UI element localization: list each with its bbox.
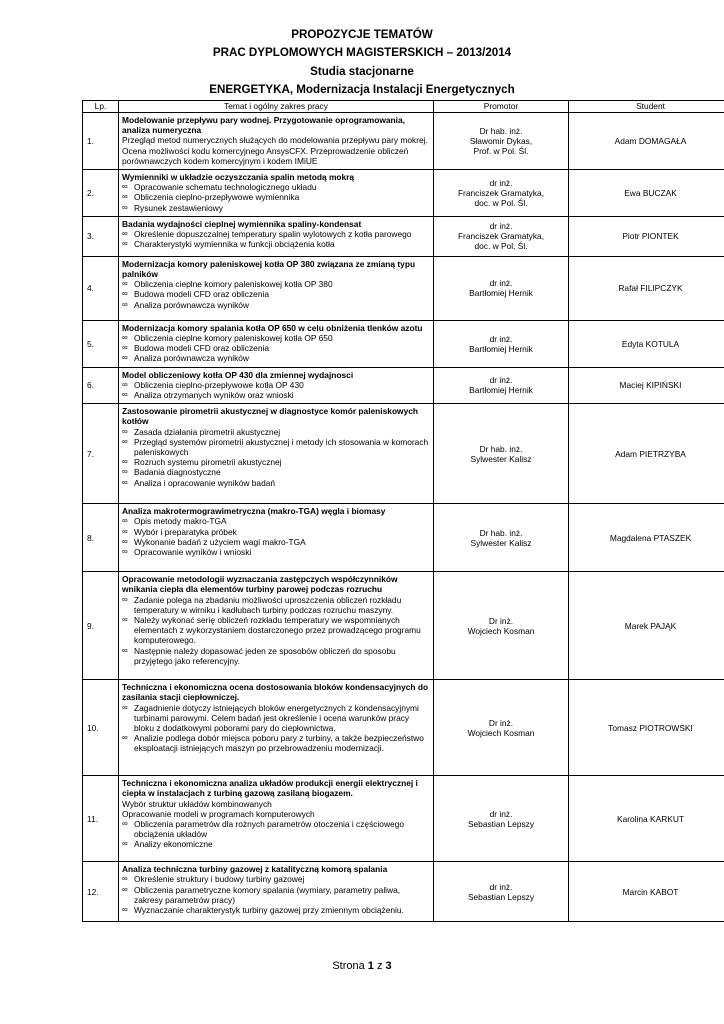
footer-prefix: Strona bbox=[332, 960, 365, 972]
promotor-line: Prof. w Pol. Śl. bbox=[473, 146, 529, 157]
scope-item: ∞ Zagadnienie dotyczy istniejących bloków energetycznych z kondensacyjnymi turbinami parowymi. Celem badań jest określenie i ocena warunków pracy bloku z dodatkowymi poborami pary do ciepłownictwa. bbox=[122, 703, 430, 734]
row-number: 4. bbox=[83, 256, 119, 320]
scope-item: ∞ Obliczenia cieplno-przepływowe wymiennika bbox=[122, 192, 430, 202]
topic-scope-list bbox=[122, 595, 430, 666]
scope-item: ∞ Wybór i preparatyka próbek bbox=[122, 527, 430, 537]
promotor-cell bbox=[434, 113, 569, 170]
table-row bbox=[83, 256, 724, 320]
promotor-line: Dr hab. inż. bbox=[479, 443, 523, 454]
promotor-line: dr inż. bbox=[489, 278, 513, 289]
scope-item: ∞ Analiza i opracowanie wyników badań bbox=[122, 478, 430, 488]
topic-title: Techniczna i ekonomiczna ocena dostosowania bloków kondensacyjnych do zasilania stacji ciepłowniczej. bbox=[122, 682, 429, 703]
promotor-line: Sebastian Lepszy bbox=[467, 891, 535, 902]
scope-item: ∞ Obliczenia parametrów dla rożnych parametrów otoczenia i częściowego obciążenia układów bbox=[122, 819, 430, 839]
table-header-row bbox=[83, 101, 724, 113]
scope-item: ∞ Obliczenia cieplne komory paleniskowej kotła OP 650 bbox=[122, 333, 430, 343]
topic-scope-list bbox=[122, 427, 430, 488]
topic-scope-list bbox=[122, 874, 430, 915]
row-number: 9. bbox=[83, 572, 119, 680]
scope-item: ∞ Charakterystyki wymiennika w funkcji obciążenia kotła bbox=[122, 239, 430, 249]
scope-item: ∞ Badania diagnostyczne bbox=[122, 467, 430, 477]
row-number: 5. bbox=[83, 320, 119, 367]
scope-item: ∞ Rozruch systemu pirometrii akustycznej bbox=[122, 457, 430, 467]
scope-item: ∞ Obliczenia cieplno-przepływowe kotła OP 430 bbox=[122, 380, 430, 390]
topic-cell bbox=[119, 862, 434, 922]
topic-scope-list bbox=[122, 380, 430, 400]
topic-title: Model obliczeniowy kotła OP 430 dla zmiennej wydajnosci bbox=[122, 369, 354, 380]
topic-scope-list bbox=[122, 819, 430, 850]
topic-cell bbox=[119, 320, 434, 367]
student-name: Ewa BUCZAK bbox=[569, 170, 724, 217]
topic-cell bbox=[119, 216, 434, 256]
promotor-line: Dr hab. inż. bbox=[479, 125, 523, 136]
header-line-1: PROPOZYCJE TEMATÓW bbox=[291, 28, 433, 41]
scope-item: ∞ Następnie należy dopasować jeden ze sposobów obliczeń do sposobu przyjętego jako referencyjny. bbox=[122, 646, 430, 666]
scope-item: ∞ Określenie struktury i budowy turbiny gazowej bbox=[122, 874, 430, 884]
promotor-line: Bartłomiej Hernik bbox=[469, 288, 533, 299]
scope-item: ∞ Rysunek zestawieniowy bbox=[122, 203, 430, 213]
scope-item: ∞ Analizie podlega dobór miejsca poboru pary z turbiny, a także bezpieczeństwo eksploatacji istniejących maszyn po przebrowadzeniu modernizacji. bbox=[122, 733, 430, 753]
student-name: Rafał FILIPCZYK bbox=[569, 256, 724, 320]
table-row bbox=[83, 862, 724, 922]
table-row bbox=[83, 170, 724, 217]
student-name: Marek PAJĄK bbox=[569, 572, 724, 680]
topic-description: Przegląd metod numerycznych służących do modelowania przepływu pary mokrej. Ocena możliwości kodu komercyjnego AnsysCFX. Przeprowadzenie obliczeń porównawczych kodem komercyjnym i kodem IMiUE bbox=[122, 135, 428, 166]
row-number: 8. bbox=[83, 504, 119, 572]
table-row bbox=[83, 572, 724, 680]
scope-item: ∞ Zadanie polega na zbadaniu możliwości uproszczenia obliczeń rozkładu temperatury w wirniku i kadłubach turbiny podczas rozruchu maszyny. bbox=[122, 595, 430, 615]
promotor-line: dr inż. bbox=[489, 375, 513, 386]
table-row bbox=[83, 504, 724, 572]
promotor-line: dr inż. bbox=[489, 177, 513, 188]
student-name: Adam PIETRZYBA bbox=[569, 404, 724, 504]
topic-scope-list bbox=[122, 279, 430, 310]
promotor-line: Sylwester Kalisz bbox=[470, 537, 532, 548]
scope-item: ∞ Analizy ekonomiczne bbox=[122, 839, 430, 849]
promotor-line: Wojciech Kosman bbox=[467, 625, 535, 636]
topic-scope-list bbox=[122, 333, 430, 364]
promotor-line: doc. w Pol. Śl. bbox=[474, 241, 528, 252]
promotor-line: dr inż. bbox=[489, 808, 513, 819]
scope-item: ∞ Zasada działania pirometrii akustycznej bbox=[122, 427, 430, 437]
row-number: 2. bbox=[83, 170, 119, 217]
footer-page-number: 1 bbox=[367, 960, 374, 972]
promotor-cell bbox=[434, 504, 569, 572]
promotor-line: Dr hab. inż. bbox=[479, 527, 523, 538]
row-number: 11. bbox=[83, 776, 119, 862]
footer-of: z bbox=[376, 960, 383, 972]
scope-item: ∞ Opis metody makro-TGA bbox=[122, 516, 430, 526]
scope-item: ∞ Wyznaczanie charakterystyk turbiny gazowej przy zmiennym obciążeniu. bbox=[122, 905, 430, 915]
promotor-cell bbox=[434, 680, 569, 776]
header-line-2: PRAC DYPLOMOWYCH MAGISTERSKICH – 2013/2014 bbox=[212, 46, 512, 59]
topic-cell bbox=[119, 404, 434, 504]
promotor-line: Dr inż. bbox=[488, 615, 514, 626]
topic-scope-list bbox=[122, 703, 430, 754]
scope-item: ∞ Obliczenia cieplne komory paleniskowej kotła OP 380 bbox=[122, 279, 430, 289]
page-footer bbox=[0, 960, 724, 972]
promotor-cell bbox=[434, 862, 569, 922]
promotor-cell bbox=[434, 320, 569, 367]
promotor-line: dr inż. bbox=[489, 333, 513, 344]
table-row bbox=[83, 776, 724, 862]
topic-cell bbox=[119, 170, 434, 217]
student-name: Piotr PIONTEK bbox=[569, 216, 724, 256]
student-name: Magdalena PTASZEK bbox=[569, 504, 724, 572]
topic-title: Zastosowanie pirometrii akustycznej w diagnostyce komór paleniskowych kotłów bbox=[122, 406, 419, 427]
topic-scope-list bbox=[122, 516, 430, 557]
topic-title: Modernizacja komory paleniskowej kotła OP 380 związana ze zmianą typu palników bbox=[122, 258, 416, 280]
topic-cell bbox=[119, 504, 434, 572]
topics-table bbox=[82, 100, 724, 922]
student-name: Edyta KOTULA bbox=[569, 320, 724, 367]
promotor-cell bbox=[434, 404, 569, 504]
topic-cell bbox=[119, 776, 434, 862]
table-row bbox=[83, 680, 724, 776]
row-number: 10. bbox=[83, 680, 119, 776]
scope-item: ∞ Analiza porównawcza wyników bbox=[122, 353, 430, 363]
scope-item: ∞ Opracowanie schematu technologicznego układu bbox=[122, 182, 430, 192]
promotor-line: dr inż. bbox=[489, 221, 513, 232]
promotor-cell bbox=[434, 256, 569, 320]
scope-item: ∞ Należy wykonać serię obliczeń rozkładu temperatury we wspomnianych elementach z wykorzystaniem dostarczonego przez prowadzącego programu komputerowego. bbox=[122, 615, 430, 646]
topic-scope-list bbox=[122, 182, 430, 213]
promotor-line: Sławomir Dykas, bbox=[469, 135, 533, 146]
header-line-3: Studia stacjonarne bbox=[310, 65, 414, 78]
promotor-cell bbox=[434, 776, 569, 862]
promotor-cell bbox=[434, 572, 569, 680]
topic-cell bbox=[119, 572, 434, 680]
row-number: 6. bbox=[83, 367, 119, 404]
scope-item: ∞ Określenie dopuszczalnej temperatury spalin wylotowych z kotła parowego bbox=[122, 229, 430, 239]
header-topic: Temat i ogólny zakres pracy bbox=[119, 101, 434, 113]
student-name: Maciej KIPIŃSKI bbox=[569, 367, 724, 404]
topic-cell bbox=[119, 256, 434, 320]
promotor-line: Sebastian Lepszy bbox=[467, 818, 535, 829]
topic-description-line: Wybór struktur układów kombinowanych bbox=[122, 798, 272, 809]
topic-title: Modelowanie przepływu pary wodnej. Przygotowanie oprogramowania, analiza numeryczna bbox=[122, 115, 405, 136]
promotor-line: Sylwester Kalisz bbox=[470, 453, 532, 464]
promotor-line: Dr inż. bbox=[488, 717, 514, 728]
student-name: Karolina KARKUT bbox=[569, 776, 724, 862]
table-row bbox=[83, 404, 724, 504]
table-row bbox=[83, 113, 724, 170]
topic-title: Techniczna i ekonomiczna analiza układów produkcji energii elektrycznej i ciepła w instalacjach z turbiną gazową zasilaną biogazem. bbox=[122, 778, 418, 799]
header-promotor: Promotor bbox=[434, 101, 569, 113]
promotor-line: Franciszek Gramatyka, bbox=[457, 231, 545, 242]
topic-title: Modernizacja komory spalania kotła OP 650 w celu obniżenia tlenków azotu bbox=[122, 322, 423, 333]
topic-scope-list bbox=[122, 229, 430, 249]
table-row bbox=[83, 320, 724, 367]
header-lp: Lp. bbox=[83, 101, 119, 113]
student-name: Marcin KABOT bbox=[569, 862, 724, 922]
header-line-4: ENERGETYKA, Modernizacja Instalacji Energetycznych bbox=[209, 83, 515, 96]
table-row bbox=[83, 216, 724, 256]
footer-page-total: 3 bbox=[385, 960, 392, 972]
scope-item: ∞ Przegląd systemów pirometrii akustycznej i metody ich stosowania w komorach paleniskowych bbox=[122, 437, 430, 457]
topic-cell bbox=[119, 113, 434, 170]
header-student: Student bbox=[569, 101, 724, 113]
scope-item: ∞ Analiza porównawcza wyników bbox=[122, 300, 430, 310]
scope-item: ∞ Analiza otrzymanych wyników oraz wnioski bbox=[122, 390, 430, 400]
scope-item: ∞ Budowa modeli CFD oraz obliczenia bbox=[122, 343, 430, 353]
promotor-line: Bartłomiej Hernik bbox=[469, 385, 533, 396]
topic-title: Wymienniki w układzie oczyszczania spalin metodą mokrą bbox=[122, 172, 355, 183]
student-name: Tomasz PIOTROWSKI bbox=[569, 680, 724, 776]
topic-cell bbox=[119, 367, 434, 404]
scope-item: ∞ Opracowanie wyników i wnioski bbox=[122, 547, 430, 557]
promotor-line: doc. w Pol. Śl. bbox=[474, 198, 528, 209]
promotor-cell bbox=[434, 216, 569, 256]
row-number: 12. bbox=[83, 862, 119, 922]
promotor-line: dr inż. bbox=[489, 881, 513, 892]
promotor-line: Franciszek Gramatyka, bbox=[457, 187, 545, 198]
promotor-line: Wojciech Kosman bbox=[467, 727, 535, 738]
promotor-line: Bartłomiej Hernik bbox=[469, 343, 533, 354]
student-name: Adam DOMAGAŁA bbox=[569, 113, 724, 170]
table-body bbox=[83, 113, 724, 922]
scope-item: ∞ Obliczenia parametryczne komory spalania (wymiary, parametry paliwa, zakresy parametrów pracy) bbox=[122, 885, 430, 905]
row-number: 3. bbox=[83, 216, 119, 256]
row-number: 7. bbox=[83, 404, 119, 504]
promotor-cell bbox=[434, 170, 569, 217]
scope-item: ∞ Budowa modeli CFD oraz obliczenia bbox=[122, 289, 430, 299]
topic-title: Opracowanie metodologii wyznaczania zastępczych współczynników wnikania ciepła dla elementów turbiny parowej podczas rozruchu bbox=[122, 574, 398, 595]
topic-title: Analiza makrotermograwimetryczna (makro-TGA) węgla i biomasy bbox=[122, 506, 386, 517]
scope-item: ∞ Wykonanie badań z użyciem wagi makro-TGA bbox=[122, 537, 430, 547]
topic-title: Badania wydajności cieplnej wymiennika spaliny-kondensat bbox=[122, 218, 362, 229]
topic-cell bbox=[119, 680, 434, 776]
topic-description-line: Opracowanie modeli w programach komputerowych bbox=[122, 808, 315, 819]
topic-title: Analiza techniczna turbiny gazowej z katalityczną komorą spalania bbox=[122, 864, 388, 875]
table-row bbox=[83, 367, 724, 404]
row-number: 1. bbox=[83, 113, 119, 170]
promotor-cell bbox=[434, 367, 569, 404]
